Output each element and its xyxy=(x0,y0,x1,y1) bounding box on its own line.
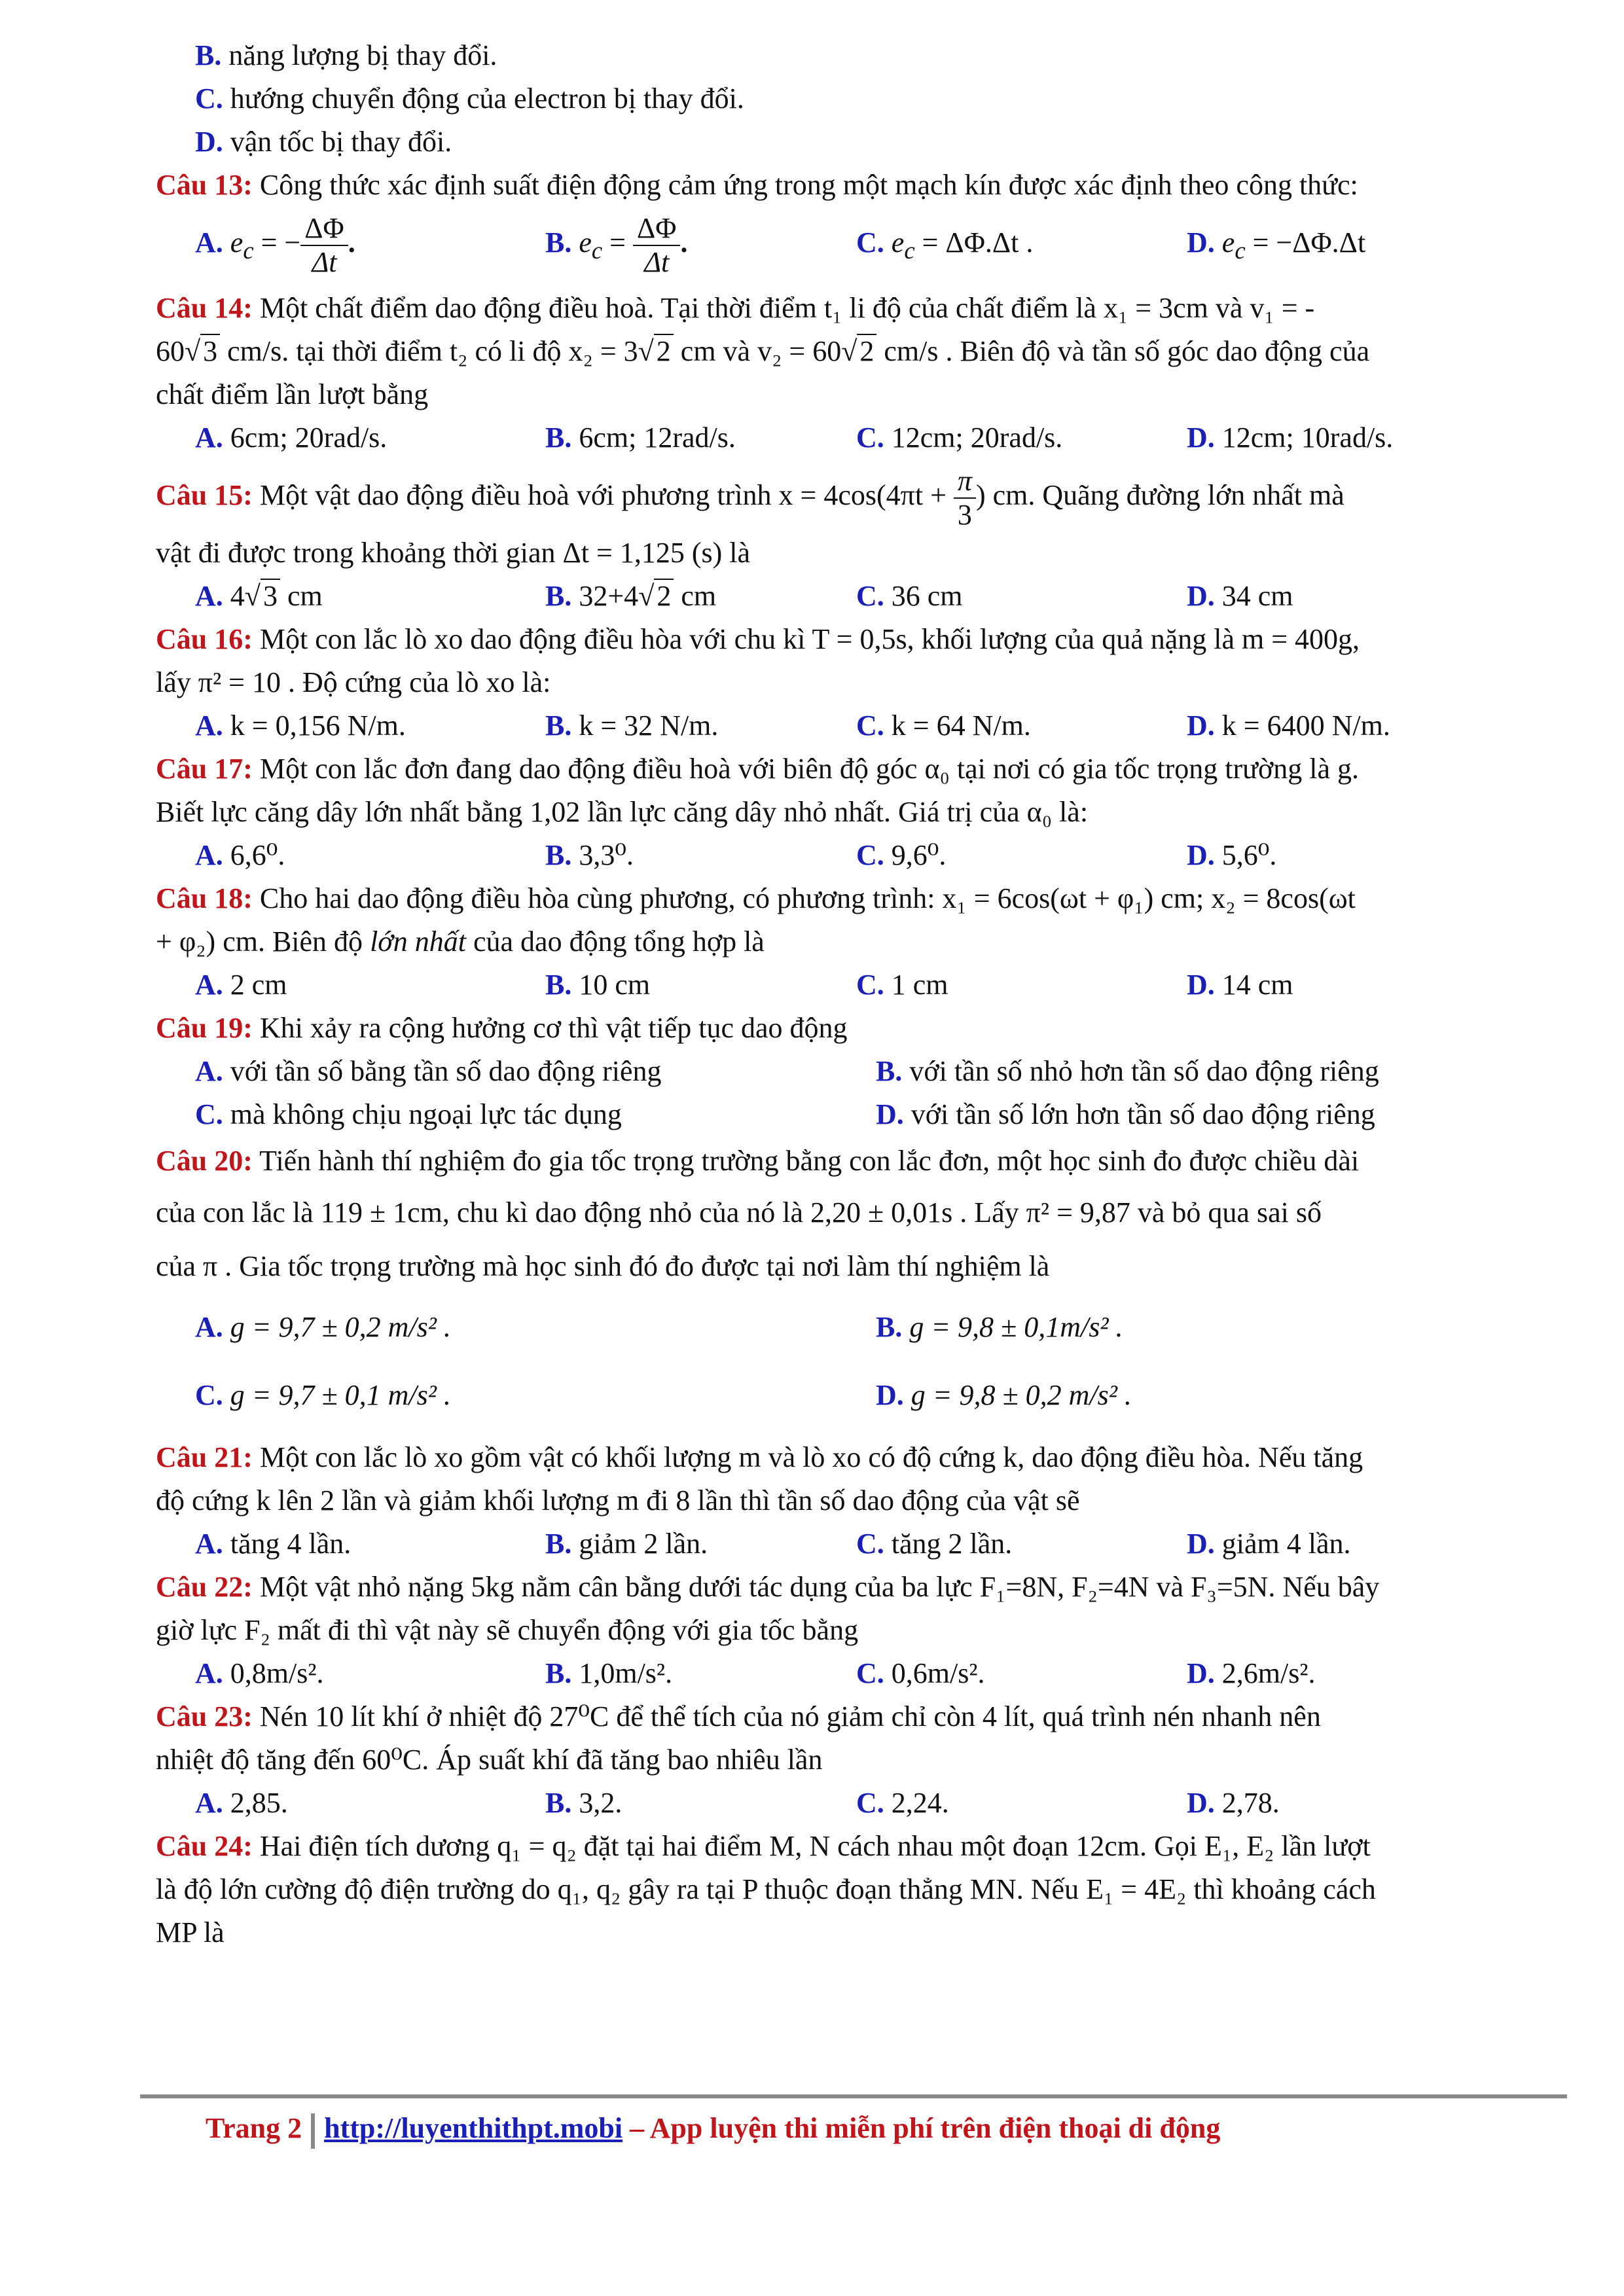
question-20 xyxy=(156,1136,1557,1186)
q16-option-d xyxy=(1187,704,1390,747)
question-text: Công thức xác định suất điện động cảm ứng trong một mạch kín được xác định theo công thức: xyxy=(259,169,1358,201)
q17-option-b xyxy=(545,834,856,877)
footer-rule xyxy=(140,2094,1567,2098)
formula-eq: = xyxy=(602,226,633,259)
option-text: tăng 2 lần. xyxy=(891,1527,1013,1560)
option-text: 0,6m/s². xyxy=(891,1657,985,1689)
question-text: Một con lắc đơn đang dao động điều hoà với biên độ góc α₀ tại nơi có gia tốc trọng trường là g. xyxy=(259,752,1359,785)
q18-option-c xyxy=(856,963,1187,1007)
fraction xyxy=(300,212,348,279)
question-text: Một chất điểm dao động điều hoà. Tại thời điểm t₁ li độ của chất điểm là x₁ = 3cm và v₁ = - xyxy=(259,291,1315,324)
question-text: Một vật nhỏ nặng 5kg nằm cân bằng dưới tác dụng của ba lực F₁=8N, F₂=4N và F₃=5N. Nếu bây xyxy=(259,1570,1380,1603)
q21-option-d xyxy=(1187,1522,1351,1566)
option-text: k = 32 N/m. xyxy=(579,709,719,742)
option-label: A. xyxy=(195,1527,223,1560)
option-label: D. xyxy=(1187,226,1215,259)
q23-option-b xyxy=(545,1782,856,1825)
question-13 xyxy=(156,164,1557,207)
formula-end: . xyxy=(348,226,355,259)
option-label: D. xyxy=(1187,838,1215,871)
radicand: 3 xyxy=(261,579,280,612)
q16-option-a xyxy=(195,704,545,747)
question-16-line2: lấy π² = 10 . Độ cứng của lò xo là: xyxy=(156,666,551,698)
option-text: 12cm; 20rad/s. xyxy=(891,421,1063,454)
option-text: k = 0,156 N/m. xyxy=(230,709,406,742)
option-label: A. xyxy=(195,1310,223,1343)
option-label: B. xyxy=(195,39,222,71)
option-text: 1 cm xyxy=(891,968,948,1001)
q19-option-a xyxy=(195,1050,876,1093)
question-16 xyxy=(156,618,1557,661)
q13-options xyxy=(156,207,1557,287)
option-label: B. xyxy=(545,1786,572,1819)
text: cm xyxy=(287,579,323,612)
question-text: ) cm. Quãng đường lớn nhất mà xyxy=(975,478,1344,511)
text: cm/s. tại thời điểm t₂ có li độ x₂ = 3 xyxy=(227,334,638,367)
option-label: A. xyxy=(195,226,223,259)
emphasis: lớn nhất xyxy=(370,925,466,958)
q21-option-a xyxy=(195,1522,545,1566)
question-21 xyxy=(156,1436,1557,1479)
formula-var: e xyxy=(1221,226,1235,259)
q15-option-c xyxy=(856,575,1187,618)
q18-option-b xyxy=(545,963,856,1007)
radicand: 3 xyxy=(200,334,220,367)
q23-option-a xyxy=(195,1782,545,1825)
option-label: C. xyxy=(856,579,884,612)
option-label: B. xyxy=(545,226,572,259)
option-text: 3,2. xyxy=(579,1786,623,1819)
q13-option-c xyxy=(856,207,1187,287)
option-label: C. xyxy=(195,82,223,115)
q13-option-b xyxy=(545,207,856,287)
question-14 xyxy=(156,287,1557,330)
option-text: giảm 2 lần. xyxy=(579,1527,708,1560)
option-label: B. xyxy=(876,1310,903,1343)
option-text: 36 cm xyxy=(891,579,963,612)
q22-options xyxy=(156,1652,1557,1695)
q20-options-row2 xyxy=(156,1361,1557,1429)
q13-option-d xyxy=(1187,207,1365,287)
radicand: 2 xyxy=(857,334,876,367)
option-text: với tần số bằng tần số dao động riêng xyxy=(230,1054,662,1087)
option-label: D. xyxy=(1187,1657,1215,1689)
option-label: A. xyxy=(195,1054,223,1087)
text: 60 xyxy=(156,334,185,367)
option-label: B. xyxy=(876,1054,903,1087)
option-text: với tần số lớn hơn tần số dao động riêng xyxy=(911,1098,1375,1130)
option-text: 1,0m/s². xyxy=(579,1657,673,1689)
option-label: A. xyxy=(195,968,223,1001)
q15-option-a: A. 4√3 cm xyxy=(195,579,323,612)
option-label: D. xyxy=(1187,579,1215,612)
option-text: 0,8m/s². xyxy=(230,1657,324,1689)
q23-options xyxy=(156,1782,1557,1825)
option-text: 5,6⁰. xyxy=(1221,838,1277,871)
q21-options xyxy=(156,1522,1557,1566)
question-22 xyxy=(156,1566,1557,1609)
question-text: Nén 10 lít khí ở nhiệt độ 27⁰C để thể tích của nó giảm chỉ còn 4 lít, quá trình nén nhanh nên xyxy=(259,1700,1321,1732)
option-c xyxy=(156,77,1557,120)
option-text: hướng chuyển động của electron bị thay đổi. xyxy=(230,82,744,115)
question-text: Một vật dao động điều hoà với phương trình x = 4cos(4πt + xyxy=(259,478,947,511)
option-text: năng lượng bị thay đổi. xyxy=(228,39,497,71)
option-label: B. xyxy=(545,421,572,454)
option-text: 2,78. xyxy=(1221,1786,1280,1819)
option-label: C. xyxy=(856,838,884,871)
formula-var: e xyxy=(230,226,244,259)
option-label: D. xyxy=(1187,1786,1215,1819)
question-15 xyxy=(156,459,1557,531)
q15-option-d xyxy=(1187,575,1293,618)
formula-sub: c xyxy=(591,236,603,264)
option-label: D. xyxy=(1187,421,1215,454)
option-text: vận tốc bị thay đổi. xyxy=(230,126,452,158)
q18-option-d xyxy=(1187,963,1293,1007)
footer-tagline: – App luyện thi miễn phí trên điện thoại di động xyxy=(623,2112,1221,2144)
footer-divider xyxy=(311,2113,315,2149)
q17-option-a xyxy=(195,834,545,877)
text: cm/s . Biên độ và tần số góc dao động của xyxy=(884,334,1370,367)
q18-option-a xyxy=(195,963,545,1007)
option-label: C. xyxy=(195,1378,223,1411)
option-label: A. xyxy=(195,838,223,871)
q14-option-c xyxy=(856,416,1187,459)
option-label: D. xyxy=(1187,1527,1215,1560)
formula-sub: c xyxy=(904,236,915,264)
option-label: C. xyxy=(856,968,884,1001)
q19-option-c xyxy=(195,1093,876,1136)
question-label: Câu 15: xyxy=(156,478,253,511)
q19-option-b xyxy=(876,1050,1557,1093)
fraction-num: ΔΦ xyxy=(300,212,348,246)
formula-sub: c xyxy=(1235,236,1246,264)
question-17 xyxy=(156,747,1557,791)
option-text: 2,6m/s². xyxy=(1221,1657,1316,1689)
option-text: mà không chịu ngoại lực tác dụng xyxy=(230,1098,622,1130)
question-24-line2: là độ lớn cường độ điện trường do q₁, q₂ gây ra tại P thuộc đoạn thẳng MN. Nếu E₁ = 4E₂ thì khoảng cách xyxy=(156,1873,1376,1905)
option-text: 3,3⁰. xyxy=(579,838,634,871)
question-17-line2: Biết lực căng dây lớn nhất bằng 1,02 lần lực căng dây nhỏ nhất. Giá trị của α₀ là: xyxy=(156,795,1089,828)
option-label: D. xyxy=(1187,968,1215,1001)
q20-option-a xyxy=(195,1293,876,1361)
option-label: D. xyxy=(876,1378,904,1411)
option-d xyxy=(156,120,1557,164)
question-label: Câu 23: xyxy=(156,1700,253,1732)
option-text: 9,6⁰. xyxy=(891,838,947,871)
option-label: C. xyxy=(856,1786,884,1819)
q20-option-d xyxy=(876,1361,1557,1429)
question-text: Khi xảy ra cộng hưởng cơ thì vật tiếp tục dao động xyxy=(259,1011,848,1044)
question-label: Câu 20: xyxy=(156,1144,253,1177)
option-text: 6cm; 20rad/s. xyxy=(230,421,388,454)
formula-sub: c xyxy=(243,236,254,264)
q20-option-c xyxy=(195,1361,876,1429)
formula-end: . xyxy=(680,226,688,259)
page-number: Trang 2 xyxy=(206,2112,302,2144)
question-label: Câu 17: xyxy=(156,752,253,785)
option-text: 2,85. xyxy=(230,1786,288,1819)
question-18 xyxy=(156,877,1557,920)
option-label: A. xyxy=(195,1786,223,1819)
option-text: 2 cm xyxy=(230,968,287,1001)
question-22-line2: giờ lực F₂ mất đi thì vật này sẽ chuyển động với gia tốc bằng xyxy=(156,1613,859,1646)
option-label: B. xyxy=(545,838,572,871)
q13-option-a xyxy=(195,207,545,287)
option-label: C. xyxy=(856,709,884,742)
page-footer xyxy=(140,2094,1567,2149)
option-label: C. xyxy=(856,1657,884,1689)
question-text: Cho hai dao động điều hòa cùng phương, có phương trình: x₁ = 6cos(ωt + φ₁) cm; x₂ = 8cos(ωt xyxy=(259,882,1356,914)
option-text: 2,24. xyxy=(891,1786,949,1819)
option-text: 6,6⁰. xyxy=(230,838,285,871)
q17-option-c xyxy=(856,834,1187,877)
question-23-line2: nhiệt độ tăng đến 60⁰C. Áp suất khí đã tăng bao nhiêu lần xyxy=(156,1743,823,1776)
option-label: C. xyxy=(856,226,884,259)
fraction-num: π xyxy=(954,465,976,499)
formula-var: e xyxy=(579,226,592,259)
option-b xyxy=(156,34,1557,77)
question-text: Một con lắc lò xo gồm vật có khối lượng m và lò xo có độ cứng k, dao động điều hòa. Nếu tăng xyxy=(259,1441,1363,1473)
option-text: 10 cm xyxy=(579,968,651,1001)
q22-option-a xyxy=(195,1652,545,1695)
footer-link[interactable]: http://luyenthithpt.mobi xyxy=(324,2112,623,2144)
question-label: Câu 18: xyxy=(156,882,253,914)
question-18-line2 xyxy=(156,920,1557,963)
q14-option-d xyxy=(1187,416,1393,459)
q16-option-c xyxy=(856,704,1187,747)
q14-options xyxy=(156,416,1557,459)
option-label: A. xyxy=(195,1657,223,1689)
formula-eq: = − xyxy=(253,226,301,259)
option-label: D. xyxy=(195,126,223,158)
option-text: g = 9,8 ± 0,2 m/s² . xyxy=(911,1378,1132,1411)
text: của dao động tổng hợp là xyxy=(473,925,765,958)
option-text: 12cm; 10rad/s. xyxy=(1221,421,1394,454)
text: cm và v₂ = 60 xyxy=(680,334,842,367)
q15-option-b: B. 32+4√2 cm xyxy=(545,579,717,612)
option-label: B. xyxy=(545,968,572,1001)
question-label: Câu 13: xyxy=(156,169,253,201)
question-label: Câu 19: xyxy=(156,1011,253,1044)
q22-option-c xyxy=(856,1652,1187,1695)
option-text: với tần số nhỏ hơn tần số dao động riêng xyxy=(909,1054,1379,1087)
q14-option-b xyxy=(545,416,856,459)
q22-option-b xyxy=(545,1652,856,1695)
fraction-num: ΔΦ xyxy=(633,212,680,246)
text: 32+4 xyxy=(579,579,639,612)
fraction xyxy=(633,212,680,279)
question-20-line3: của π . Gia tốc trọng trường mà học sinh đó đo được tại nơi làm thí nghiệm là xyxy=(156,1249,1050,1282)
option-text: k = 6400 N/m. xyxy=(1221,709,1390,742)
question-20-line2: của con lắc là 119 ± 1cm, chu kì dao động nhỏ của nó là 2,20 ± 0,01s . Lấy π² = 9,87 và bỏ qua sai số xyxy=(156,1196,1322,1229)
option-label: C. xyxy=(856,1527,884,1560)
option-label: A. xyxy=(195,421,223,454)
option-label: B. xyxy=(545,1657,572,1689)
option-text: 6cm; 12rad/s. xyxy=(579,421,736,454)
q14-option-a xyxy=(195,416,545,459)
option-label: D. xyxy=(876,1098,904,1130)
option-label: B. xyxy=(545,1527,572,1560)
question-23 xyxy=(156,1695,1557,1738)
question-14-line2: 60√3 cm/s. tại thời điểm t₂ có li độ x₂ = 3√2 cm và v₂ = 60√2 cm/s . Biên độ và tần số góc dao động của xyxy=(156,334,1370,367)
q19-option-d xyxy=(876,1093,1557,1136)
q23-option-d xyxy=(1187,1782,1280,1825)
formula-rest: = ΔΦ.Δt . xyxy=(914,226,1034,259)
q19-options-row1 xyxy=(156,1050,1557,1093)
text: + φ₂) cm. Biên độ xyxy=(156,925,363,958)
fraction-den: Δt xyxy=(644,245,670,278)
option-label: C. xyxy=(195,1098,223,1130)
option-text: 34 cm xyxy=(1221,579,1293,612)
q21-option-b xyxy=(545,1522,856,1566)
q21-option-c xyxy=(856,1522,1187,1566)
option-text: k = 64 N/m. xyxy=(891,709,1031,742)
question-text: Một con lắc lò xo dao động điều hòa với chu kì T = 0,5s, khối lượng của quả nặng là m = 400g, xyxy=(259,622,1360,655)
fraction xyxy=(954,465,976,531)
q19-options-row2 xyxy=(156,1093,1557,1136)
footer-text xyxy=(140,2111,1567,2149)
question-24-line3: MP là xyxy=(156,1916,225,1948)
option-label: B. xyxy=(545,579,572,612)
option-label: A. xyxy=(195,709,223,742)
question-text: Tiến hành thí nghiệm đo gia tốc trọng trường bằng con lắc đơn, một học sinh đo được chiều dài xyxy=(259,1144,1360,1177)
q17-option-d xyxy=(1187,834,1276,877)
question-label: Câu 16: xyxy=(156,622,253,655)
option-label: D. xyxy=(1187,709,1215,742)
text: cm xyxy=(681,579,717,612)
fraction-den: Δt xyxy=(312,245,337,278)
q22-option-d xyxy=(1187,1652,1316,1695)
q15-options xyxy=(156,575,1557,618)
question-15-line2: vật đi được trong khoảng thời gian Δt = 1,125 (s) là xyxy=(156,536,751,569)
option-text: giảm 4 lần. xyxy=(1221,1527,1351,1560)
option-text: 14 cm xyxy=(1221,968,1293,1001)
question-14-line3: chất điểm lần lượt bằng xyxy=(156,378,429,410)
formula-rest: = −ΔΦ.Δt xyxy=(1245,226,1366,259)
q18-options xyxy=(156,963,1557,1007)
question-19 xyxy=(156,1007,1557,1050)
q16-options xyxy=(156,704,1557,747)
question-text: Hai điện tích dương q₁ = q₂ đặt tại hai điểm M, N cách nhau một đoạn 12cm. Gọi E₁, E₂ lần lượt xyxy=(259,1829,1371,1862)
radicand: 2 xyxy=(654,579,674,612)
question-label: Câu 14: xyxy=(156,291,253,324)
q23-option-c xyxy=(856,1782,1187,1825)
q20-option-b xyxy=(876,1293,1557,1361)
question-24 xyxy=(156,1825,1557,1868)
option-text: g = 9,8 ± 0,1m/s² . xyxy=(909,1310,1123,1343)
option-label: A. xyxy=(195,579,223,612)
question-21-line2: độ cứng k lên 2 lần và giảm khối lượng m đi 8 lần thì tần số dao động của vật sẽ xyxy=(156,1484,1080,1516)
exam-page xyxy=(156,34,1557,1954)
option-text: g = 9,7 ± 0,1 m/s² . xyxy=(230,1378,451,1411)
radicand: 2 xyxy=(654,334,674,367)
q17-options xyxy=(156,834,1557,877)
option-text: g = 9,7 ± 0,2 m/s² . xyxy=(230,1310,451,1343)
option-label: C. xyxy=(856,421,884,454)
question-label: Câu 22: xyxy=(156,1570,253,1603)
q16-option-b xyxy=(545,704,856,747)
formula-var: e xyxy=(891,226,905,259)
q20-options-row1 xyxy=(156,1293,1557,1361)
question-label: Câu 21: xyxy=(156,1441,253,1473)
question-label: Câu 24: xyxy=(156,1829,253,1862)
option-text: tăng 4 lần. xyxy=(230,1527,352,1560)
text: 4 xyxy=(230,579,245,612)
fraction-den: 3 xyxy=(957,498,972,531)
option-label: B. xyxy=(545,709,572,742)
